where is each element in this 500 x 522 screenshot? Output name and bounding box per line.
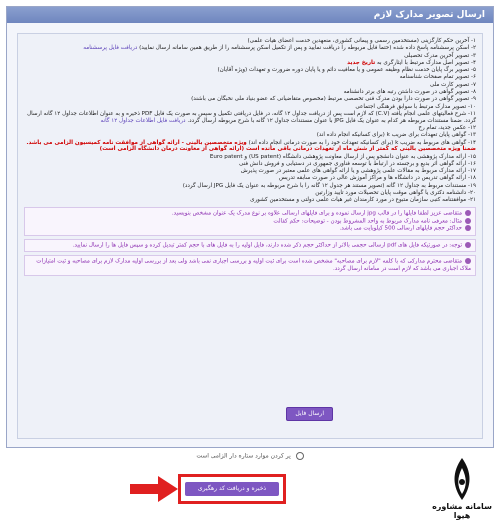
document-item-text: ۹- تصویر گواهی در صورت دارا بودن مدرک فنی تخصصی مرتبط (مخصوص متقاضیانی که عضو بنیاد ملی نخبگان می باشند) <box>191 96 476 103</box>
document-item-text: ۴- تصویر اصل مدارک مرتبط با ایثارگری به <box>377 59 476 66</box>
document-item <box>24 175 476 182</box>
document-item-text: ۱۳- گواهی پایان تعهدات برای ضریب k (برای کسانیکه انجام داده اند) <box>316 132 476 139</box>
save-and-get-tracking-code-button[interactable]: ذخیره و دریافت کد رهگیری <box>185 482 279 496</box>
document-item <box>24 89 476 96</box>
required-hint-text: پر کردن موارد ستاره دار الزامی است <box>196 452 291 460</box>
notice-text: متقاضی محترم مدارکی که با کلمه "لازم برای مصاحبه" مشخص شده است برای ثبت اولیه و بررسی اجباری نمی باشد ولی بعد از بررسی اولیه مدارک لازم برای مصاحبه و ثبت امتیازات ملاک اجباری می باشد که لازم است در سامانه ارسال گردد. <box>36 258 471 272</box>
document-item <box>24 125 476 132</box>
document-item-text: ۱۰- تصویر مدارک مرتبط با سوابق فرهنگی اجتماعی <box>355 103 476 110</box>
document-item-text: ۲۱- موافقتنامه کتبی سازمان متبوع در مورد کارمندان غیر هیات علمی دولتی و مستخدمین کشوری <box>250 197 476 204</box>
document-item <box>24 132 476 139</box>
document-item-text: ۸- تصویر گواهی در صورت داشتن رتبه های برتر دانشنامه <box>343 89 476 96</box>
required-documents-list <box>18 34 482 204</box>
logo-text: سامانه مشاوره هیوا <box>432 502 492 520</box>
bullet-icon <box>465 218 471 224</box>
download-file-link[interactable]: دریافت فایل پرسشنامه <box>83 45 138 52</box>
document-item-text: ۱۱- شرح فعالیتهای علمی انجام یافته (C.V) که لازم است پس از دریافت جداول ۱۲ گانه، در فایل دریافتی تکمیل و سپس به صورت یک فایل PDF ذخیره و به عنوان اطلاعات جداول ۱۲ گانه ارسال گردد. ضمنا مستندات مربوطه هر کدام به عنوان یک فایل JPG با عنوان مستندات جداول ۱۲ گانه با شرح مربوطه ارسال گردد. <box>27 110 476 124</box>
document-item <box>24 183 476 190</box>
document-item-text: ۳- تصویر آخرین مدرک تحصیلی <box>404 52 476 59</box>
bullet-icon <box>465 242 471 248</box>
document-item-text: ۷- تصویر کارت ملی <box>429 81 476 88</box>
panel-title: ارسال تصویر مدارک لازم <box>7 7 493 23</box>
bullet-icon <box>465 225 471 231</box>
notes-block <box>18 207 482 276</box>
document-item-text: ۵- تصویر برگ پایان خدمت نظام وظیفه عمومی و یا معافیت دائم و یا پایان دوره ضرورت و تعهدات (ویژه آقایان) <box>217 67 476 74</box>
note-text: مثال: معرفی نامه مدارک مربوط به واحد المشروط بودن - توضیحات: حکم کفالت <box>273 218 462 225</box>
document-item-highlight: ویژه متخصصین بالینی - ارائه گواهی از موافقت نامه کمیسیون الزامی می باشد. ضمنا ویژه متخصصین بالینی که کمتر از شش ماه از تعهدات درمانی باقی مانده است (ارائه گواهی از معاونت درمان دانشگاه الزامی است) <box>26 139 476 153</box>
pointer-arrow-icon <box>130 476 180 502</box>
document-item <box>24 154 476 161</box>
document-item-text: ۶- تصویر تمام صفحات شناسنامه <box>399 74 476 81</box>
bullet-icon <box>465 258 471 264</box>
required-hint <box>0 452 500 460</box>
notice-box <box>24 255 476 276</box>
document-item <box>24 38 476 45</box>
note-line <box>29 218 471 226</box>
notice-text: توجه: در صورتیکه فایل های pdf ارسالی حجمی بالاتر از حداکثر حجم ذکر شده دارند، فایل اولیه را به فایل های با حجم کمتر تبدیل کرده و سپس فایل ها را ارسال نمایید. <box>72 242 462 249</box>
document-item <box>24 104 476 111</box>
download-file-link[interactable]: دریافت فایل اطلاعات جداول ۱۲ گانه <box>100 117 186 124</box>
document-item-text: ۱۹- مستندات مربوط به جداول ۱۲ گانه (تصویر مستند هر جدول ۱۲ گانه را با شرح مربوطه به عنوان یک فایل JPG ارسال گردد) <box>182 182 476 189</box>
document-item <box>24 111 476 124</box>
document-item <box>24 168 476 175</box>
document-item <box>24 82 476 89</box>
note-text: حداکثر حجم فایلهای ارسالی 500 کیلوبایت می باشد. <box>339 225 462 232</box>
document-item <box>24 96 476 103</box>
note-line <box>29 210 471 218</box>
documents-panel <box>6 6 494 448</box>
document-item-text: ۲- اسکن پرسشنامه پاسخ داده شده (حتما فایل مربوطه را دریافت نمایید و پس از تکمیل اسکن پرسشنامه را از طریق همین سامانه ارسال نمایید) <box>139 45 476 52</box>
note-line <box>29 225 471 233</box>
document-item-text: ۱۷- ارائه مدارک مربوط به مقالات علمی پژوهشی و یا ارائه گواهی های علمی معتبر در صورت پذیرش <box>240 168 476 175</box>
required-radio[interactable] <box>296 452 304 460</box>
send-file-button[interactable]: ارسال فایل <box>286 407 333 421</box>
document-item <box>24 53 476 60</box>
document-item-text: ۱۵- ارائه مدارک پژوهشی به عنوان دانشجو پس از ارسال معاونت پژوهشی دانشگاه (US patent) و Euro patent <box>209 153 476 160</box>
file-format-note <box>24 207 476 236</box>
notice-box <box>24 239 476 253</box>
document-item-text: ۱۶- ارائه گواهی اثر بدیع و برجسته در ارتباط با توسعه فناوری جمهوری در دستیابی و فروش دانش فنی <box>239 160 476 167</box>
document-item <box>24 45 476 52</box>
document-item <box>24 161 476 168</box>
document-item-text: ۱۴- گواهی های مربوط به ضریب k (برای کسانیکه تعهدات خود را به صورت درمانی انجام داده اند) <box>248 139 476 146</box>
document-item <box>24 190 476 197</box>
document-item-highlight: تاریخ جدید <box>347 59 376 66</box>
note-text: متقاضی عزیز لطفا فایلها را در قالب jpg ارسال نموده و برای فایلهای ارسالی علاوه بر نوع مدرک یک عنوان مشخص بنویسید. <box>171 210 462 217</box>
documents-list-container <box>17 33 483 439</box>
bullet-icon <box>465 210 471 216</box>
document-item <box>24 197 476 204</box>
document-item-text: ۱- آخرین حکم کارگزینی (مستخدمین رسمی و پیمانی کشوری، منعهدین خدمت اعضای هیات علمی) <box>247 38 476 44</box>
document-item-text: ۱۸- ارائه گواهی تدریس در دانشگاه ها و مراکز آموزش عالی در صورت سابقه تدریس <box>279 175 476 182</box>
document-item <box>24 67 476 74</box>
document-item <box>24 60 476 67</box>
document-item-text: ۲۰- دانشنامه دکتری یا گواهی موقت پایان تحصیلات مورد تایید وزارتین <box>315 190 476 197</box>
document-item <box>24 140 476 153</box>
document-item <box>24 74 476 81</box>
document-item-text: ۱۲- عکس جدید، تمام رخ <box>418 124 476 131</box>
